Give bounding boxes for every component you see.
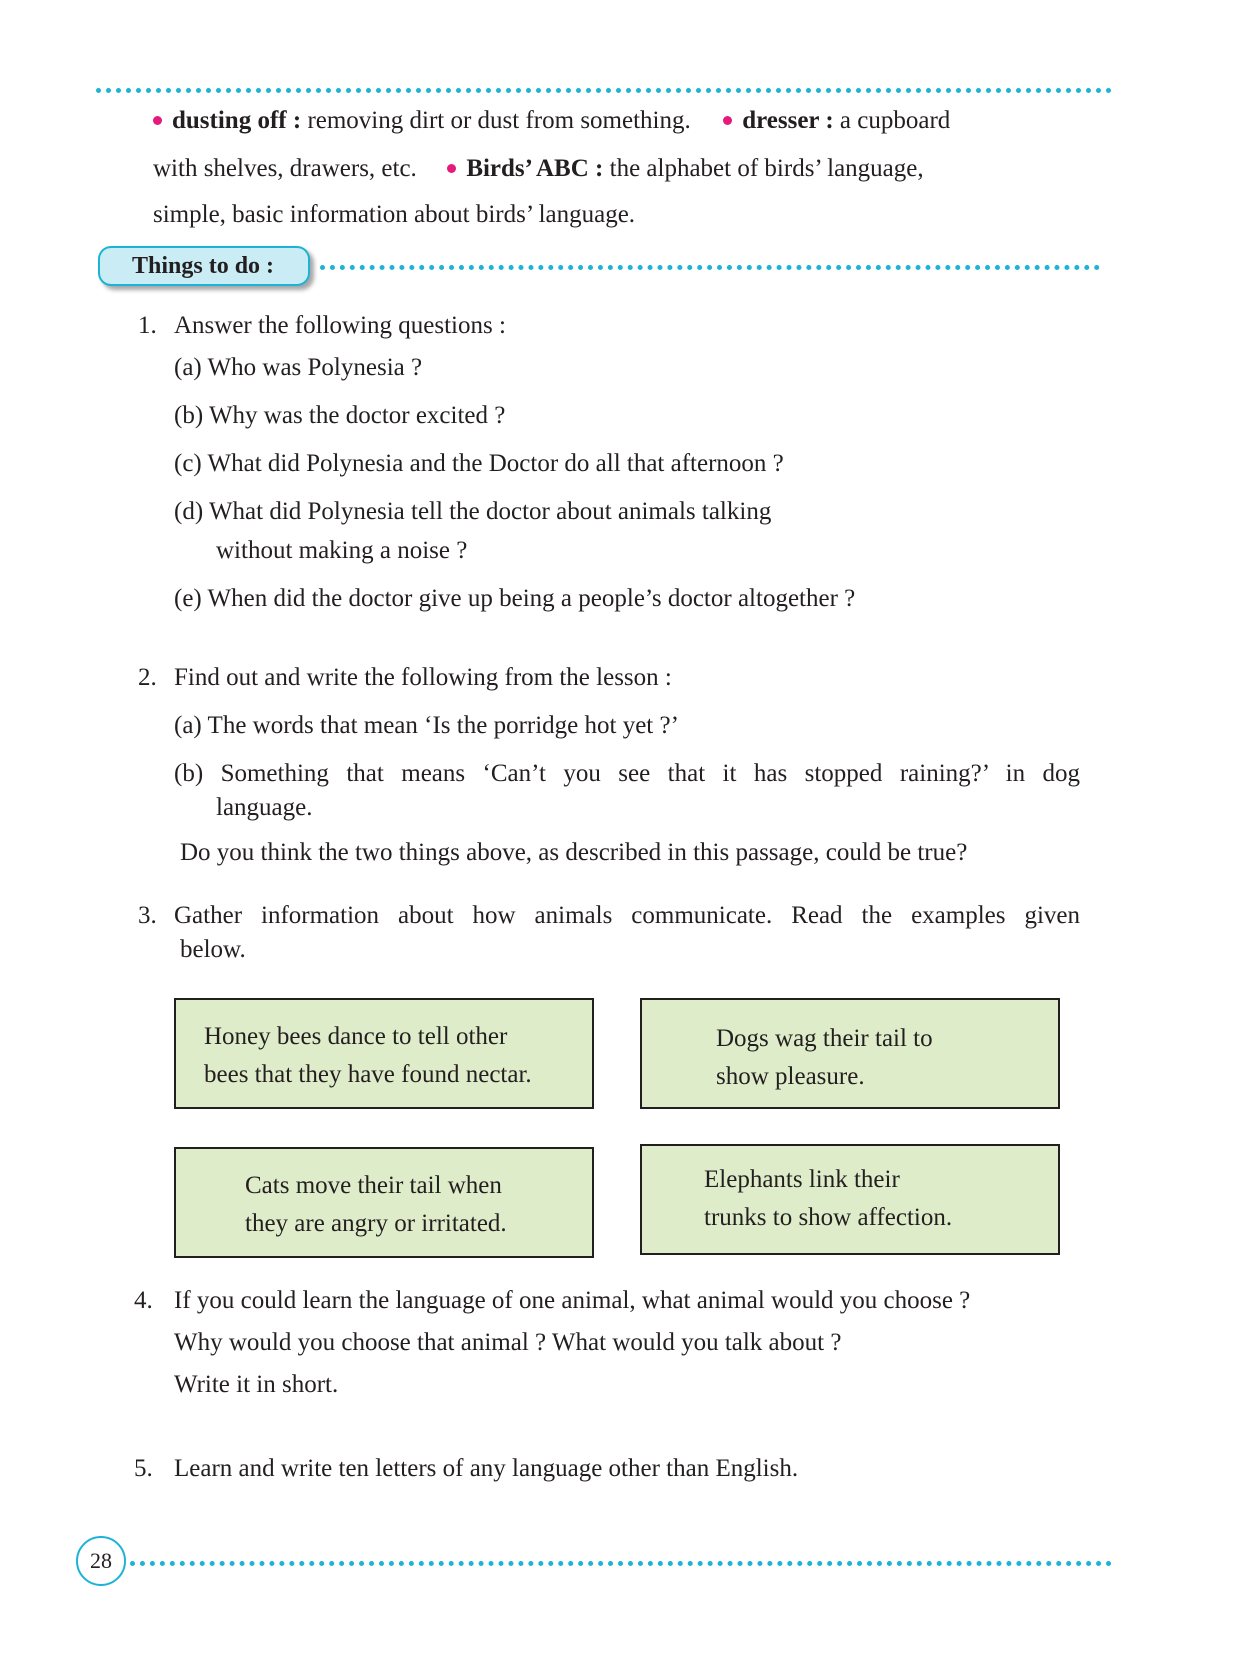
glossary-line-1: [153, 108, 950, 133]
example-box-dogs: [640, 998, 1060, 1109]
glossary-term: dusting off :: [172, 107, 302, 134]
glossary-continuation: simple, basic information about birds’ language.: [153, 201, 636, 228]
question-1: [138, 312, 506, 339]
question-2-part-a: (a) The words that mean ‘Is the porridge hot yet ?’: [174, 712, 679, 739]
question-text: Find out and write the following from the lesson :: [174, 664, 672, 691]
box-text-line: Honey bees dance to tell other: [204, 1023, 508, 1050]
question-1-part-d: (d) What did Polynesia tell the doctor about animals talking: [174, 498, 772, 525]
question-number: 2.: [138, 664, 157, 691]
box-text-line: they are angry or irritated.: [245, 1210, 507, 1237]
question-5-number: 5.: [134, 1455, 153, 1482]
section-dotted-divider: [320, 265, 1100, 270]
question-1-part-a: (a) Who was Polynesia ?: [174, 354, 423, 381]
page-number: 28: [90, 1548, 112, 1573]
top-dotted-divider: [96, 88, 1112, 93]
question-1-part-c: (c) What did Polynesia and the Doctor do all that afternoon ?: [174, 450, 784, 477]
question-number: 1.: [138, 312, 157, 339]
example-box-elephants: [640, 1144, 1060, 1255]
box-text-line: Elephants link their: [704, 1166, 900, 1193]
question-text: Answer the following questions :: [174, 312, 506, 339]
bottom-dotted-divider: [130, 1561, 1112, 1566]
question-1-part-b: (b) Why was the doctor excited ?: [174, 402, 506, 429]
question-2-part-b: (b) Something that means ‘Can’t you see that it has stopped raining?’ in dog: [174, 760, 1080, 787]
question-2: [138, 664, 672, 691]
box-text-line: trunks to show affection.: [704, 1204, 953, 1231]
box-text-line: show pleasure.: [716, 1063, 865, 1090]
question-3-text: Gather information about how animals communicate. Read the examples given: [174, 902, 1080, 929]
bullet-icon: [153, 116, 162, 125]
example-box-bees: [174, 998, 594, 1109]
section-title-badge: [98, 246, 310, 286]
glossary-definition: the alphabet of birds’ language,: [603, 155, 924, 182]
question-4-line-3: Write it in short.: [174, 1371, 339, 1398]
question-1-part-e: (e) When did the doctor give up being a people’s doctor altogether ?: [174, 585, 856, 612]
glossary-definition: a cupboard: [833, 107, 951, 134]
bullet-icon: [447, 164, 456, 173]
box-text-line: Cats move their tail when: [245, 1172, 502, 1199]
glossary-term: Birds’ ABC :: [466, 155, 604, 182]
question-4-line-1: If you could learn the language of one animal, what animal would you choose ?: [174, 1287, 971, 1314]
bullet-icon: [723, 116, 732, 125]
question-2-follow-up: Do you think the two things above, as described in this passage, could be true?: [180, 839, 968, 866]
page-number-badge: [76, 1536, 126, 1586]
question-4-line-2: Why would you choose that animal ? What would you talk about ?: [174, 1329, 842, 1356]
glossary-term: dresser :: [742, 107, 834, 134]
question-1-part-d-continued: without making a noise ?: [216, 537, 468, 564]
section-title: Things to do :: [132, 252, 275, 279]
glossary-line-3: [153, 202, 635, 227]
question-3-number: 3.: [138, 902, 157, 929]
box-text-line: bees that they have found nectar.: [204, 1061, 532, 1088]
glossary-definition: removing dirt or dust from something.: [301, 107, 691, 134]
glossary-line-2: [153, 156, 924, 181]
question-5-text: Learn and write ten letters of any language other than English.: [174, 1455, 799, 1482]
glossary-continuation: with shelves, drawers, etc.: [153, 155, 417, 182]
box-text-line: Dogs wag their tail to: [716, 1025, 933, 1052]
example-box-cats: [174, 1147, 594, 1258]
question-2-part-b-continued: language.: [216, 794, 313, 821]
question-3-text-continued: below.: [180, 936, 246, 963]
question-4-number: 4.: [134, 1287, 153, 1314]
